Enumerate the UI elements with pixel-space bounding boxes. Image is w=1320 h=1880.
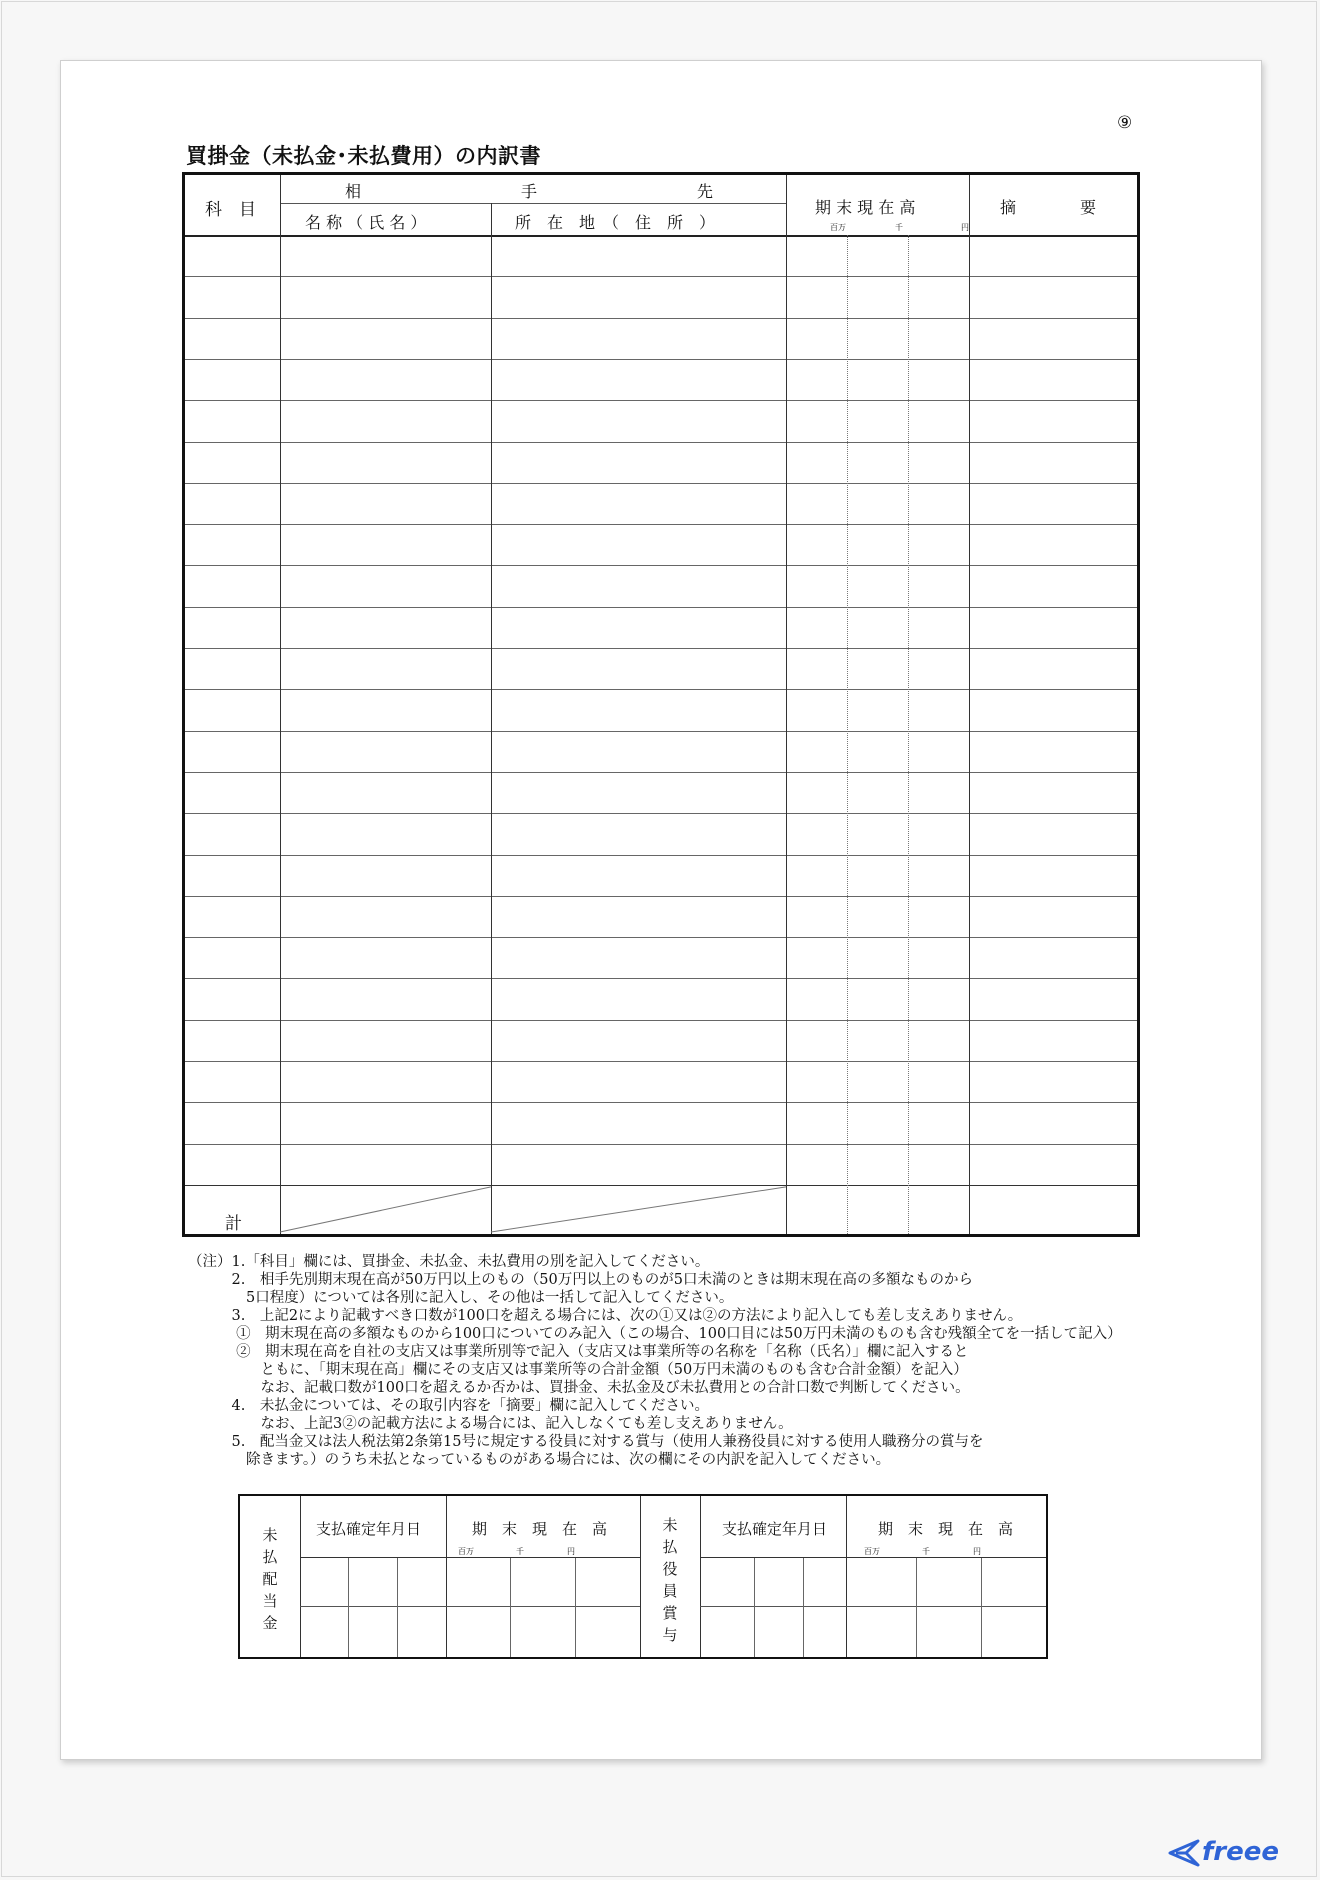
left-unit-million: 百万 — [458, 1547, 474, 1556]
left-unit-thousand: 千 — [516, 1547, 524, 1556]
notes-section — [188, 1253, 1122, 1469]
right-unit-yen: 円 — [973, 1547, 981, 1556]
note-line: （注）1.「科目」欄には、買掛金、未払金、未払費用の別を記入してください。 — [188, 1254, 710, 1270]
diagonal-line — [280, 1187, 491, 1232]
header-remarks: 摘 要 — [1000, 198, 1097, 217]
note-line: なお、記載口数が100口を超えるか否かは、買掛金、未払金及び未払費用との合計口数で判断してください。 — [188, 1380, 970, 1396]
main-table — [182, 172, 1140, 1237]
label-char: 未 — [662, 1516, 678, 1534]
logo-text: freee — [1202, 1837, 1280, 1867]
label-char: 与 — [662, 1626, 678, 1644]
total-label: 計 — [225, 1214, 242, 1234]
right-unit-thousand: 千 — [922, 1547, 930, 1556]
form-number: ⑨ — [1117, 113, 1133, 133]
right-unit-million: 百万 — [864, 1547, 880, 1556]
bottom-col-line — [446, 1496, 447, 1657]
bottom-col-line — [640, 1496, 641, 1657]
note-line: 3. 上記2により記載すべき口数が100口を超える場合には、次の①又は②の方法により記入しても差し支えありません。 — [188, 1308, 1023, 1324]
bottom-row-line-left — [300, 1606, 640, 1607]
bottom-col-line — [846, 1496, 847, 1657]
note-line: ① 期末現在高の多額なものから100口についてのみ記入（この場合、100口目には50万円未満のものも含む残額全てを一括して記入） — [188, 1326, 1122, 1342]
left-unit-yen: 円 — [567, 1547, 575, 1556]
note-line: ② 期末現在高を自社の支店又は事業所別等で記入（支店又は事業所等の名称を「名称（氏名）」欄に記入すると — [188, 1344, 969, 1360]
label-char: 賞 — [662, 1604, 678, 1622]
label-char: 役 — [662, 1560, 678, 1578]
bottom-subcol-line — [348, 1558, 349, 1657]
freee-logo — [1168, 1835, 1288, 1871]
bottom-subcol-line — [575, 1558, 576, 1657]
bottom-table — [238, 1494, 1048, 1659]
header-account: 科 目 — [205, 200, 256, 220]
note-line: 4. 未払金については、その取引内容を「摘要」欄に記入してください。 — [188, 1398, 710, 1414]
bottom-row-line-right — [700, 1606, 1046, 1607]
bottom-subcol-line — [803, 1558, 804, 1657]
diagonal-line — [491, 1187, 786, 1232]
unit-thousand: 千 — [895, 223, 903, 232]
bottom-subcol-line — [916, 1558, 917, 1657]
note-line: 2. 相手先別期末現在高が50万円以上のもの（50万円以上のものが5口未満のときは期末現在高の多額なものから — [188, 1272, 973, 1288]
label-char: 払 — [662, 1538, 678, 1556]
bottom-subcol-line — [397, 1558, 398, 1657]
bottom-col-line — [700, 1496, 701, 1657]
note-line: なお、上記3②の記載方法による場合には、記入しなくても差し支えありません。 — [188, 1416, 793, 1432]
right-balance-header: 期 末 現 在 高 — [878, 1520, 1014, 1538]
label-char: 払 — [262, 1548, 278, 1566]
label-char: 配 — [262, 1570, 278, 1588]
label-char: 未 — [262, 1526, 278, 1544]
note-line: ともに、「期末現在高」欄にその支店又は事業所等の合計金額（50万円未満のものも含む合計金額）を記入） — [188, 1362, 968, 1378]
unit-million: 百万 — [830, 223, 846, 232]
bottom-header-line-left — [300, 1557, 640, 1558]
header-balance: 期 末 現 在 高 — [815, 198, 916, 217]
bottom-subcol-line — [510, 1558, 511, 1657]
bird-icon — [1168, 1835, 1204, 1871]
header-address: 所 在 地 （ 住 所 ） — [515, 213, 716, 232]
unit-yen: 円 — [961, 223, 969, 232]
left-balance-header: 期 末 現 在 高 — [472, 1520, 608, 1538]
bottom-subcol-line — [981, 1558, 982, 1657]
total-row-diagonals — [185, 175, 1137, 1234]
header-name: 名 称 （ 氏 名 ） — [305, 213, 427, 232]
right-payment-date-header: 支払確定年月日 — [722, 1520, 828, 1538]
bottom-header-line-right — [700, 1557, 1046, 1558]
unpaid-dividend-label — [260, 1524, 280, 1634]
label-char: 当 — [262, 1592, 278, 1610]
left-payment-date-header: 支払確定年月日 — [316, 1520, 422, 1538]
bottom-col-line — [300, 1496, 301, 1657]
bottom-subcol-line — [754, 1558, 755, 1657]
label-char: 金 — [262, 1614, 278, 1632]
note-line: 除きます。）のうち未払となっているものがある場合には、次の欄にその内訳を記入してください。 — [188, 1452, 891, 1468]
form-title: 買掛金（未払金･未払費用）の内訳書 — [186, 144, 541, 168]
note-line: 5口程度）については各別に記入し、その他は一括して記入してください。 — [188, 1290, 734, 1306]
note-line: 5. 配当金又は法人税法第2条第15号に規定する役員に対する賞与（使用人兼務役員に対する使用人職務分の賞与を — [188, 1434, 984, 1450]
label-char: 員 — [662, 1582, 678, 1600]
unpaid-bonus-label — [660, 1514, 680, 1646]
header-counterparty: 相 手 先 — [345, 182, 714, 201]
